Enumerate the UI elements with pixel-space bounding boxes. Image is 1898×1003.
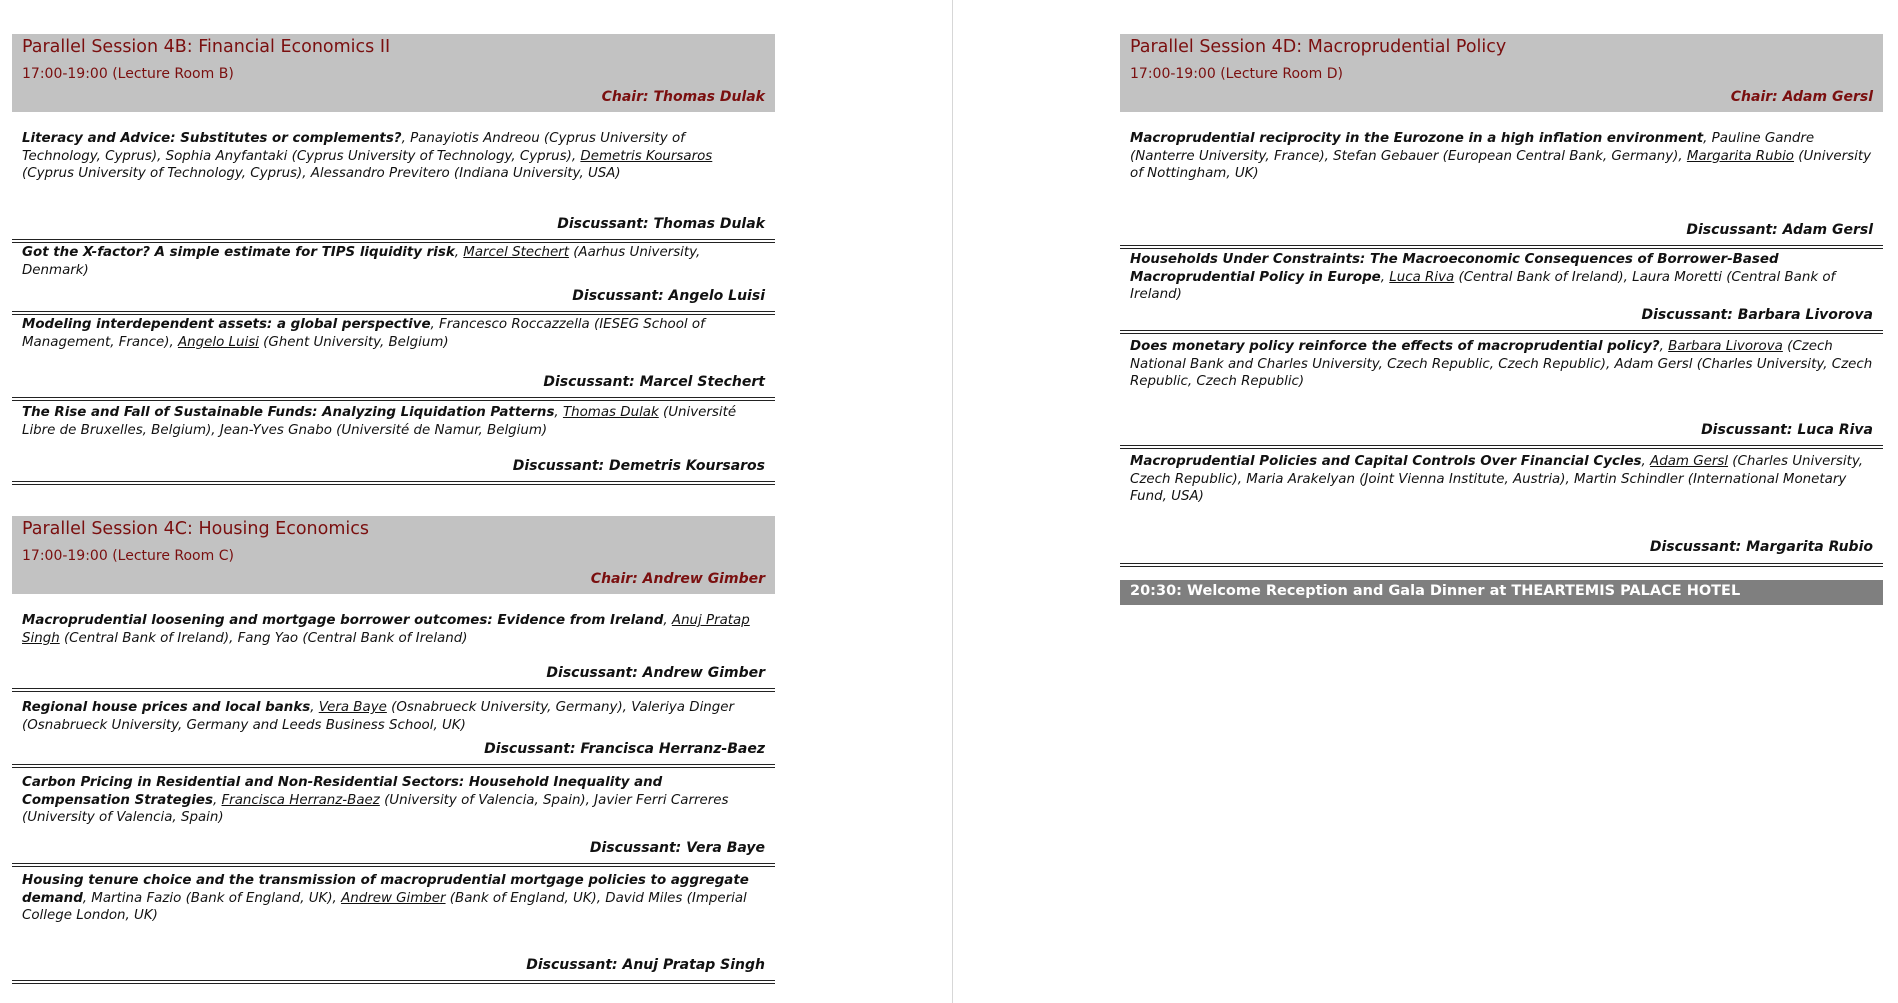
paper-affiliations: (Czech National Bank and Charles University, Czech Republic, Czech Republic), Adam Gersl (Charles University, Czech Republic, Czech Republic): [1130, 339, 1873, 389]
paper-authors: , Pauline Gandre (Nanterre University, France), Stefan Gebauer (European Central Bank, Germany),: [1130, 131, 1815, 164]
paper-text: [22, 774, 765, 827]
session-4c: [12, 516, 775, 980]
discussant: Discussant: Francisca Herranz-Baez: [484, 741, 765, 757]
paper-affiliations: (Université Libre de Bruxelles, Belgium), Jean-Yves Gnabo (Université de Namur, Belgium): [22, 405, 737, 438]
paper-text: [22, 244, 765, 279]
session-chair: Chair: Thomas Dulak: [601, 89, 765, 105]
paper-authors: ,: [1659, 339, 1669, 354]
discussant: Discussant: Angelo Luisi: [572, 288, 765, 304]
paper-authors: ,: [1380, 269, 1390, 285]
paper-title: Modeling interdependent assets: a global perspective: [22, 317, 431, 332]
separator: [1120, 563, 1883, 567]
paper-title: Macroprudential Policies and Capital Controls Over Financial Cycles: [1130, 454, 1642, 469]
paper-authors: ,: [454, 245, 464, 260]
discussant: Discussant: Thomas Dulak: [557, 216, 765, 232]
paper-affiliations: (Bank of England, UK), David Miles (Imperial College London, UK): [22, 890, 747, 923]
presenter-link[interactable]: Vera Baye: [318, 700, 387, 715]
discussant: Discussant: Anuj Pratap Singh: [526, 957, 765, 973]
paper-item: [1120, 338, 1883, 453]
session-chair: Chair: Adam Gersl: [1730, 89, 1873, 105]
paper-title: Macroprudential reciprocity in the Eurozone in a high inflation environment: [1130, 131, 1704, 146]
paper-authors: ,: [1641, 454, 1651, 469]
paper-item: [12, 316, 775, 404]
separator: [12, 980, 775, 984]
separator: [12, 397, 775, 401]
presenter-link[interactable]: Thomas Dulak: [562, 405, 659, 420]
session-time: 17:00-19:00 (Lecture Room B): [22, 66, 234, 82]
paper-item: [12, 699, 775, 774]
presenter-link[interactable]: Adam Gersl: [1650, 454, 1729, 469]
paper-text: [1130, 130, 1873, 183]
paper-affiliations: (Central Bank of Ireland), Fang Yao (Central Bank of Ireland): [59, 630, 468, 646]
paper-text: [1130, 453, 1873, 506]
session-title: Parallel Session 4C: Housing Economics: [22, 519, 370, 539]
separator: [1120, 245, 1883, 249]
paper-text: [1130, 251, 1873, 304]
paper-text: [1130, 338, 1873, 391]
paper-authors: ,: [663, 613, 672, 628]
session-chair: Chair: Andrew Gimber: [590, 571, 765, 587]
paper-text: [22, 699, 765, 734]
paper-authors: , Francesco Roccazzella (IESEG School of Management, France),: [22, 317, 705, 350]
paper-title: Carbon Pricing in Residential and Non-Residential Sectors: Household Inequality and Compensation Strategies: [22, 775, 663, 808]
discussant: Discussant: Vera Baye: [589, 840, 765, 856]
presenter-link[interactable]: Angelo Luisi: [177, 334, 259, 350]
session-time: 17:00-19:00 (Lecture Room C): [22, 548, 234, 564]
presenter-link[interactable]: Barbara Livorova: [1668, 339, 1783, 354]
paper-title: Households Under Constraints: The Macroeconomic Consequences of Borrower-Based Macroprudential Policy in Europe: [1130, 252, 1779, 285]
paper-affiliations: (Central Bank of Ireland), Laura Moretti (Central Bank of Ireland): [1130, 269, 1836, 302]
paper-title: Housing tenure choice and the transmission of macroprudential mortgage policies to aggregate demand: [22, 873, 749, 906]
session-4d: [1120, 34, 1883, 605]
session-header: [1120, 34, 1883, 112]
discussant: Discussant: Adam Gersl: [1686, 222, 1873, 238]
separator: [1120, 445, 1883, 449]
paper-text: [22, 612, 765, 647]
presenter-link[interactable]: Demetris Koursaros: [580, 148, 713, 164]
discussant: Discussant: Margarita Rubio: [1649, 539, 1873, 555]
paper-text: [22, 316, 765, 351]
reception-banner: [1120, 580, 1883, 605]
paper-item: [12, 594, 775, 699]
presenter-link[interactable]: Marcel Stechert: [463, 245, 569, 260]
paper-item: [12, 404, 775, 492]
paper-text: [22, 130, 765, 183]
discussant: Discussant: Luca Riva: [1701, 422, 1873, 438]
paper-title: Regional house prices and local banks: [22, 700, 311, 715]
paper-item: [1120, 251, 1883, 338]
paper-title: The Rise and Fall of Sustainable Funds: Analyzing Liquidation Patterns: [22, 405, 555, 420]
paper-affiliations: (University of Nottingham, UK): [1130, 148, 1872, 181]
discussant: Discussant: Andrew Gimber: [546, 665, 765, 681]
separator: [12, 239, 775, 243]
separator: [12, 311, 775, 315]
paper-affiliations: (University of Valencia, Spain), Javier Ferri Carreres (University of Valencia, Spain): [22, 792, 729, 825]
paper-title: Macroprudential loosening and mortgage borrower outcomes: Evidence from Ireland: [22, 613, 664, 628]
separator: [1120, 330, 1883, 334]
paper-authors: ,: [554, 405, 563, 420]
paper-affiliations: (Ghent University, Belgium): [258, 334, 449, 350]
separator: [12, 863, 775, 867]
separator: [12, 481, 775, 485]
paper-authors: , Martina Fazio (Bank of England, UK),: [82, 890, 342, 906]
presenter-link[interactable]: Margarita Rubio: [1686, 148, 1795, 164]
paper-title: Does monetary policy reinforce the effects of macroprudential policy?: [1130, 339, 1660, 354]
paper-item: [12, 244, 775, 316]
session-title: Parallel Session 4D: Macroprudential Policy: [1130, 37, 1507, 57]
discussant: Discussant: Demetris Koursaros: [512, 458, 765, 474]
session-header: [12, 516, 775, 594]
paper-authors: ,: [310, 700, 319, 715]
page-divider: [952, 0, 953, 1003]
paper-affiliations: (Charles University, Czech Republic), Maria Arakelyan (Joint Vienna Institute, Austria), Martin Schindler (International Monetary Fund, USA): [1130, 454, 1864, 504]
paper-item: [12, 774, 775, 872]
session-title: Parallel Session 4B: Financial Economics II: [22, 37, 391, 57]
paper-affiliations: (Aarhus University, Denmark): [22, 245, 701, 278]
paper-item: [12, 112, 775, 244]
paper-title: Got the X-factor? A simple estimate for TIPS liquidity risk: [22, 245, 455, 260]
paper-item: [1120, 112, 1883, 251]
presenter-link[interactable]: Andrew Gimber: [341, 890, 446, 906]
paper-title: Literacy and Advice: Substitutes or complements?: [22, 131, 402, 146]
paper-item: [1120, 453, 1883, 568]
presenter-link[interactable]: Francisca Herranz-Baez: [221, 792, 380, 808]
session-4b: [12, 34, 775, 492]
paper-authors: , Panayiotis Andreou (Cyprus University of Technology, Cyprus), Sophia Anyfantaki (Cyprus University of Technology, Cyprus),: [22, 131, 685, 164]
paper-text: [22, 872, 765, 925]
paper-authors: ,: [212, 792, 222, 808]
separator: [12, 764, 775, 768]
paper-affiliations: (Osnabrueck University, Germany), Valeriya Dinger (Osnabrueck University, Germany and Leeds Business School, UK): [22, 700, 735, 733]
discussant: Discussant: Barbara Livorova: [1641, 307, 1873, 323]
session-time: 17:00-19:00 (Lecture Room D): [1130, 66, 1343, 82]
paper-item: [12, 872, 775, 980]
presenter-link[interactable]: Anuj Pratap Singh: [22, 613, 750, 646]
paper-text: [22, 404, 765, 439]
reception-text: 20:30: Welcome Reception and Gala Dinner at THEARTEMIS PALACE HOTEL: [1130, 583, 1741, 599]
discussant: Discussant: Marcel Stechert: [543, 374, 765, 390]
paper-affiliations: (Cyprus University of Technology, Cyprus), Alessandro Previtero (Indiana University, USA): [22, 166, 621, 181]
session-header: [12, 34, 775, 112]
separator: [12, 688, 775, 692]
presenter-link[interactable]: Luca Riva: [1389, 269, 1455, 285]
